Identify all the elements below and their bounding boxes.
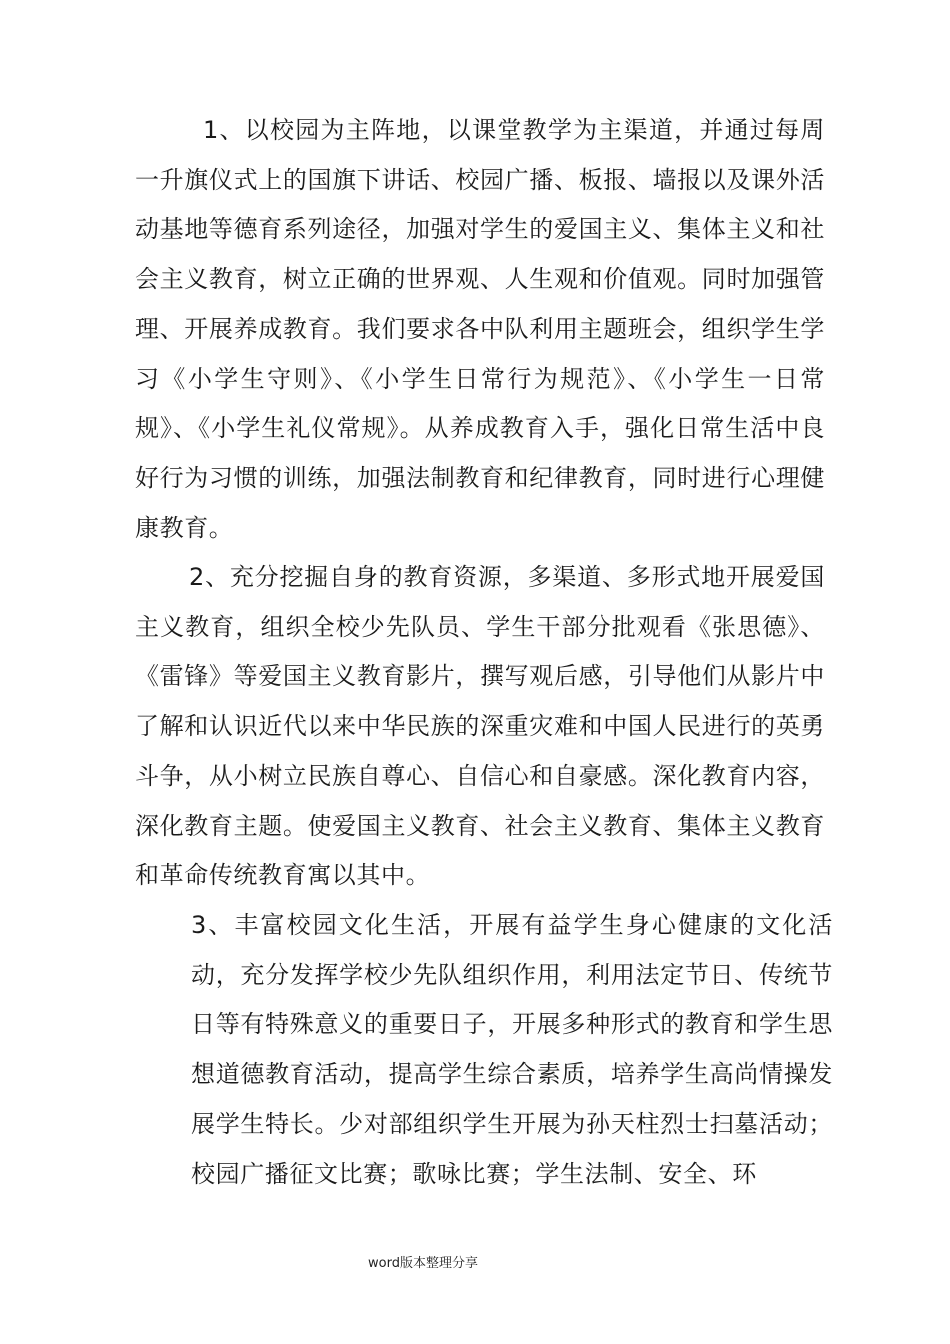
paragraph-3: 3、丰富校园文化生活，开展有益学生身心健康的文化活动，充分发挥学校少先队组织作用，利用法定节日、传统节日等有特殊意义的重要日子，开展多种形式的教育和学生思想道德教育活动，提高学生综合素质，培养学生高尚情操发展学生特长。少对部组织学生开展为孙天柱烈士扫墓活动；校园广播征文比赛；歌咏比赛；学生法制、安全、环 (191, 911, 833, 1188)
paragraph-2: 2、充分挖掘自身的教育资源，多渠道、多形式地开展爱国主义教育，组织全校少先队员、学生干部分批观看《张思德》、《雷锋》等爱国主义教育影片，撰写观后感，引导他们从影片中了解和认识近代以来中华民族的深重灾难和中国人民进行的英勇斗争，从小树立民族自尊心、自信心和自豪感。深化教育内容，深化教育主题。使爱国主义教育、社会主义教育、集体主义教育和革命传统教育寓以其中。 (135, 563, 825, 890)
page-footer: word版本整理分享 (368, 1256, 478, 1271)
paragraph-1: 1、以校园为主阵地，以课堂教学为主渠道，并通过每周一升旗仪式上的国旗下讲话、校园广播、板报、墙报以及课外活动基地等德育系列途径，加强对学生的爱国主义、集体主义和社会主义教育，树立正确的世界观、人生观和价值观。同时加强管理、开展养成教育。我们要求各中队利用主题班会，组织学生学习《小学生守则》、《小学生日常行为规范》、《小学生一日常规》、《小学生礼仪常规》。从养成教育入手，强化日常生活中良好行为习惯的训练，加强法制教育和纪律教育，同时进行心理健康教育。 (135, 116, 825, 542)
